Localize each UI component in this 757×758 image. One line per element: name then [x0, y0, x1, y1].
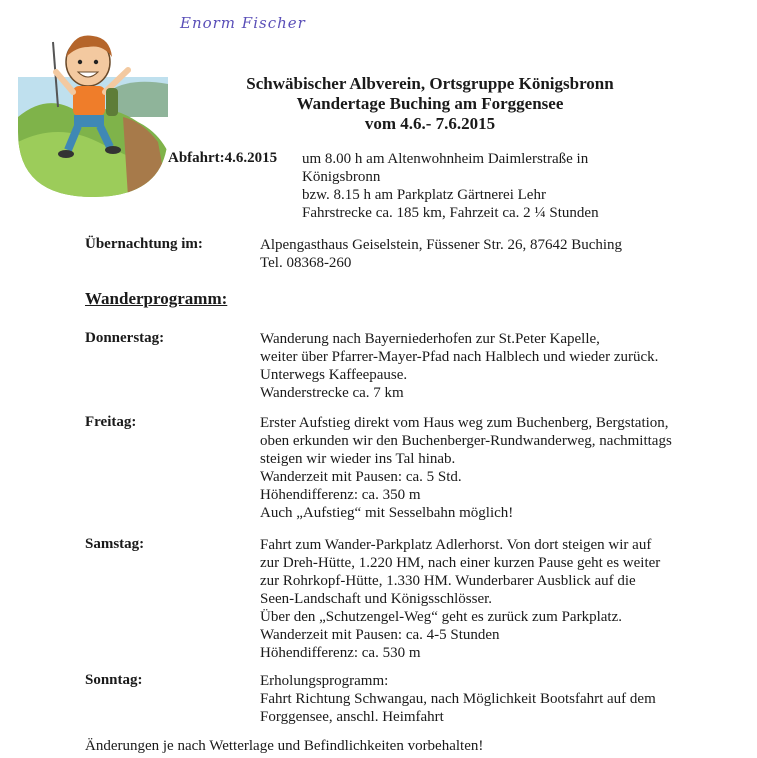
- uebernachtung-label: Übernachtung im:: [85, 236, 203, 252]
- uebernachtung-line: Tel. 08368-260: [260, 255, 352, 271]
- day-label-freitag: Freitag:: [85, 414, 137, 430]
- day-line: Wanderstrecke ca. 7 km: [260, 385, 404, 401]
- day-details-donnerstag: [260, 330, 720, 402]
- abfahrt-details: [302, 150, 632, 222]
- uebernachtung-line: Alpengasthaus Geiselstein, Füssener Str. 26, 87642 Buching: [260, 237, 623, 253]
- day-line: Wanderzeit mit Pausen: ca. 4-5 Stunden: [260, 627, 500, 643]
- day-line: zur Rohrkopf-Hütte, 1.330 HM. Wunderbarer Ausblick auf die: [260, 573, 636, 589]
- day-line: Wanderung nach Bayerniederhofen zur St.Peter Kapelle,: [260, 331, 600, 347]
- day-line: steigen wir wieder ins Tal hinab.: [260, 451, 456, 467]
- abfahrt-line: Königsbronn: [302, 169, 381, 185]
- footer-note: Änderungen je nach Wetterlage und Befindlichkeiten vorbehalten!: [85, 738, 484, 754]
- day-line: weiter über Pfarrer-Mayer-Pfad nach Halblech und wieder zurück.: [260, 349, 659, 365]
- day-line: Fahrt Richtung Schwangau, nach Möglichkeit Bootsfahrt auf dem: [260, 691, 656, 707]
- uebernachtung-details: [260, 236, 720, 272]
- handwritten-signature: Enorm Fischer: [180, 14, 306, 32]
- document-header: [180, 74, 680, 134]
- day-line: Auch „Aufstieg“ mit Sesselbahn möglich!: [260, 505, 514, 521]
- day-line: Seen-Landschaft und Königsschlösser.: [260, 591, 493, 607]
- day-line: Höhendifferenz: ca. 530 m: [260, 645, 421, 661]
- day-line: oben erkunden wir den Buchenberger-Rundwanderweg, nachmittags: [260, 433, 672, 449]
- day-label-samstag: Samstag:: [85, 536, 145, 552]
- day-line: Unterwegs Kaffeepause.: [260, 367, 408, 383]
- day-line: Wanderzeit mit Pausen: ca. 5 Std.: [260, 469, 462, 485]
- day-line: Forggensee, anschl. Heimfahrt: [260, 709, 444, 725]
- day-details-samstag: [260, 536, 720, 662]
- day-details-freitag: [260, 414, 720, 522]
- day-label-donnerstag: Donnerstag:: [85, 330, 165, 346]
- wanderprogramm-heading: Wanderprogramm:: [85, 289, 228, 308]
- day-line: Erster Aufstieg direkt vom Haus weg zum Buchenberg, Bergstation,: [260, 415, 669, 431]
- abfahrt-label: Abfahrt:4.6.2015: [168, 150, 278, 166]
- day-label-sonntag: Sonntag:: [85, 672, 143, 688]
- abfahrt-line: bzw. 8.15 h am Parkplatz Gärtnerei Lehr: [302, 187, 546, 203]
- day-line: zur Dreh-Hütte, 1.220 HM, nach einer kurzen Pause geht es weiter: [260, 555, 661, 571]
- day-line: Fahrt zum Wander-Parkplatz Adlerhorst. Von dort steigen wir auf: [260, 537, 652, 553]
- abfahrt-line: um 8.00 h am Altenwohnheim Daimlerstraße in: [302, 151, 589, 167]
- abfahrt-line: Fahrstrecke ca. 185 km, Fahrzeit ca. 2 ¼ Stunden: [302, 205, 599, 221]
- header-line-dates: vom 4.6.- 7.6.2015: [364, 114, 496, 133]
- day-line: Über den „Schutzengel-Weg“ geht es zurück zum Parkplatz.: [260, 609, 622, 625]
- day-details-sonntag: [260, 672, 720, 726]
- header-line-club: Schwäbischer Albverein, Ortsgruppe Königsbronn: [246, 74, 614, 93]
- day-line: Höhendifferenz: ca. 350 m: [260, 487, 421, 503]
- header-line-title: Wandertage Buching am Forggensee: [296, 94, 564, 113]
- day-line: Erholungsprogramm:: [260, 673, 389, 689]
- hiker-illustration: [18, 22, 168, 197]
